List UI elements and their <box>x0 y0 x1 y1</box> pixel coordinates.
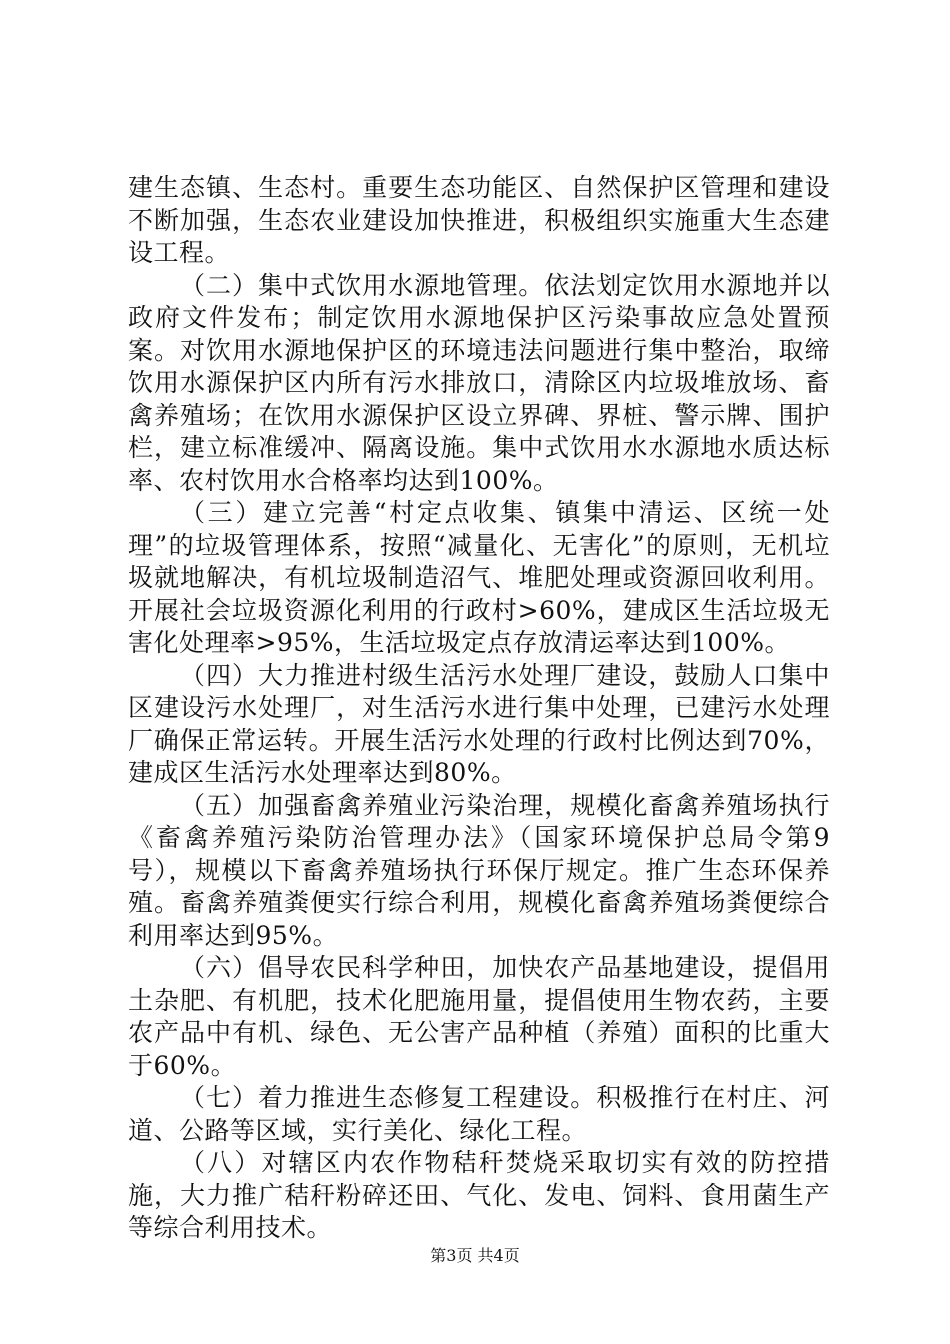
paragraph-item-6: （六）倡导农民科学种田，加快农产品基地建设，提倡用土杂肥、有机肥，技术化肥施用量，提倡使用生物农药，主要农产品中有机、绿色、无公害产品种植（养殖）面积的比重大于60%。 <box>128 953 830 1080</box>
paragraph-item-7: （七）着力推进生态修复工程建设。积极推行在村庄、河道、公路等区域，实行美化、绿化工程。 <box>128 1083 830 1145</box>
paragraph-item-8: （八）对辖区内农作物秸秆焚烧采取切实有效的防控措施，大力推广秸秆粉碎还田、气化、发电、饲料、食用菌生产等综合利用技术。 <box>128 1148 830 1242</box>
paragraph-intro: 建生态镇、生态村。重要生态功能区、自然保护区管理和建设不断加强，生态农业建设加快推进，积极组织实施重大生态建设工程。 <box>128 173 830 267</box>
document-body <box>128 172 830 1245</box>
paragraph-item-4: （四）大力推进村级生活污水处理厂建设，鼓励人口集中区建设污水处理厂，对生活污水进行集中处理，已建污水处理厂确保正常运转。开展生活污水处理的行政村比例达到70%，建成区生活污水处理率达到80%。 <box>128 660 830 787</box>
paragraph-item-3: （三）建立完善“村定点收集、镇集中清运、区统一处理”的垃圾管理体系，按照“减量化、无害化”的原则，无机垃圾就地解决，有机垃圾制造沼气、堆肥处理或资源回收利用。开展社会垃圾资源化利用的行政村>60%，建成区生活垃圾无害化处理率>95%，生活垃圾定点存放清运率达到100%。 <box>128 498 830 657</box>
page-footer: 第3页 共4页 <box>430 1246 520 1265</box>
paragraph-item-5: （五）加强畜禽养殖业污染治理，规模化畜禽养殖场执行《畜禽养殖污染防治管理办法》（国家环境保护总局令第9号），规模以下畜禽养殖场执行环保厅规定。推广生态环保养殖。畜禽养殖粪便实行综合利用，规模化畜禽养殖场粪便综合利用率达到95%。 <box>128 790 830 950</box>
paragraph-item-2: （二）集中式饮用水源地管理。依法划定饮用水源地并以政府文件发布；制定饮用水源地保护区污染事故应急处置预案。对饮用水源地保护区的环境违法问题进行集中整治，取缔饮用水源保护区内所有污水排放口，清除区内垃圾堆放场、畜禽养殖场；在饮用水源保护区设立界碑、界桩、警示牌、围护栏，建立标准缓冲、隔离设施。集中式饮用水水源地水质达标率、农村饮用水合格率均达到100%。 <box>128 270 830 495</box>
